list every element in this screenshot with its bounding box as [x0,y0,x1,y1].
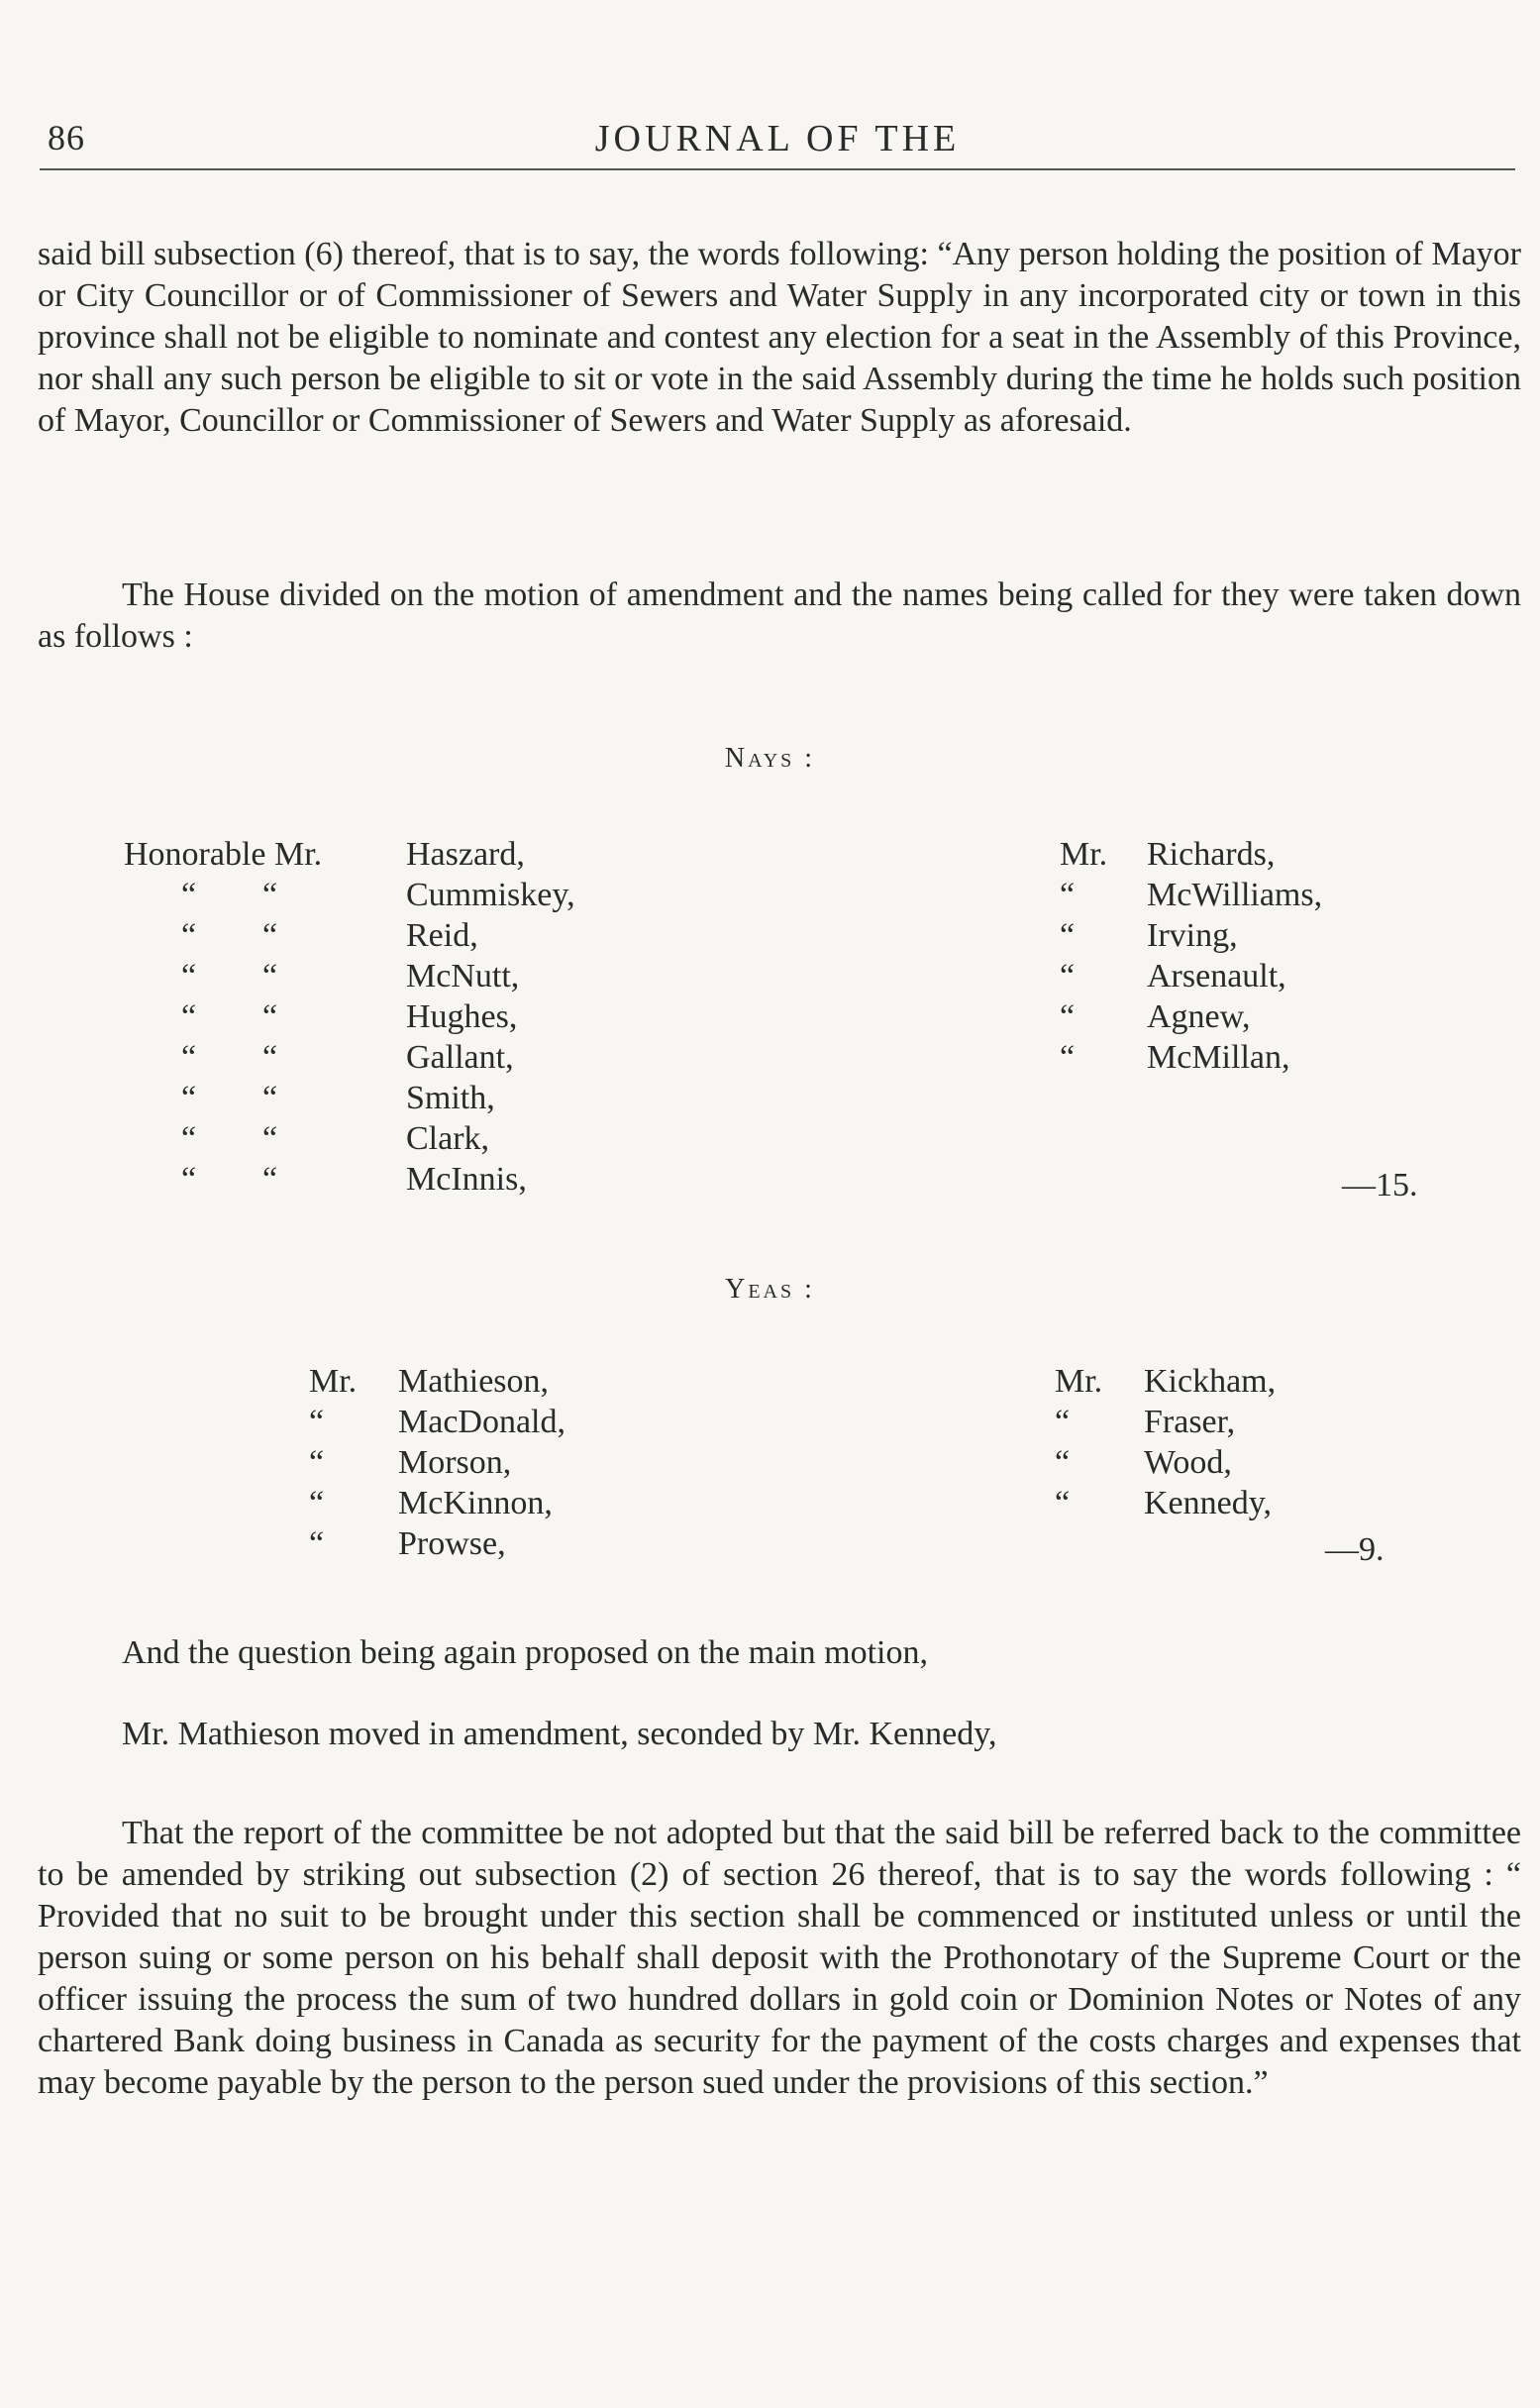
ditto-mark: “ [1060,958,1076,995]
list-item [309,1442,565,1483]
member-name: Richards, [1147,836,1276,873]
list-item [124,996,575,1037]
list-item [309,1402,565,1442]
member-title: Honorable Mr. [124,836,323,873]
member-name: Hughes, [406,998,518,1035]
list-item [1060,915,1322,956]
ditto-mark: “ [181,1039,197,1076]
list-item [309,1361,565,1402]
member-name: Cummiskey, [406,877,575,913]
member-name: Kennedy, [1144,1485,1273,1521]
ditto-mark: “ [309,1444,325,1481]
paragraph-main-motion: And the question being again proposed on the main motion, [122,1634,928,1671]
list-item [1060,834,1322,875]
member-name: McMillan, [1147,1039,1290,1076]
member-name: Smith, [406,1080,495,1116]
ditto-mark: “ [181,958,197,995]
member-name: McInnis, [406,1161,527,1198]
ditto-mark: “ [181,877,197,913]
list-item [1060,875,1322,915]
list-item [1055,1483,1276,1523]
yeas-left-list [309,1361,565,1564]
page-number: 86 [48,118,85,157]
ditto-mark: “ [181,1161,197,1198]
ditto-mark: “ [181,1120,197,1157]
member-name: Kickham, [1144,1363,1277,1400]
member-title: Mr. [309,1363,358,1400]
list-item [1060,956,1322,996]
ditto-mark: “ [1060,1039,1076,1076]
paragraph-amendment-text: said bill subsection (6) thereof, that is to say, the words following: “Any person holding the position of Mayor or City Councillor or of Commissioner of Sewers and Water Supply in any incorporated city or town in this province shall not be eligible to nominate and contest any election for a seat in the Assembly of this Province, nor shall any such person be eligible to sit or vote in the said Assembly during the time he holds such position of Mayor, Councillor or Commissioner of Sewers and Water Supply as aforesaid. [38,236,1521,439]
member-name: Irving, [1147,917,1238,954]
ditto-mark: “ [1060,877,1076,913]
member-name: Arsenault, [1147,958,1286,995]
paragraph-division: The House divided on the motion of amendment and the names being called for they were taken down as follows : [38,576,1521,655]
ditto-mark: “ [262,998,278,1035]
member-name: MacDonald, [398,1404,566,1440]
member-name: Morson, [398,1444,512,1481]
list-item [1055,1361,1276,1402]
ditto-mark: “ [1055,1444,1071,1481]
nays-heading: Nays : [724,743,816,774]
member-name: Agnew, [1147,998,1251,1035]
list-item [124,834,575,875]
list-item [124,1078,575,1118]
paragraph-second-amendment: Mr. Mathieson moved in amendment, seconded by Mr. Kennedy, [122,1716,997,1752]
member-name: Gallant, [406,1039,514,1076]
member-name: McKinnon, [398,1485,553,1521]
ditto-mark: “ [1055,1485,1071,1521]
list-item [124,1118,575,1159]
member-name: McNutt, [406,958,520,995]
ditto-mark: “ [262,1120,278,1157]
list-item [124,875,575,915]
ditto-mark: “ [262,1039,278,1076]
ditto-mark: “ [1060,917,1076,954]
member-title: Mr. [1055,1363,1103,1400]
ditto-mark: “ [309,1485,325,1521]
ditto-mark: “ [309,1404,325,1440]
member-name: Wood, [1144,1444,1232,1481]
ditto-mark: “ [181,1080,197,1116]
list-item [309,1523,565,1564]
ditto-mark: “ [181,917,197,954]
ditto-mark: “ [262,917,278,954]
member-name: Reid, [406,917,478,954]
ditto-mark: “ [181,998,197,1035]
ditto-mark: “ [262,1161,278,1198]
list-item [1055,1402,1276,1442]
list-item [124,1159,575,1200]
list-item [1060,996,1322,1037]
list-item [124,1037,575,1078]
ditto-mark: “ [1055,1404,1071,1440]
paragraph-amendment-resolution: That the report of the committee be not adopted but that the said bill be referred back to the committee to be amended by striking out subsection (2) of section 26 thereof, that is to say the words following : “ Provided that no suit to be brought under this section shall be commenced or instituted unless or until the person suing or some person on his behalf shall deposit with the Prothonotary of the Supreme Court or the officer issuing the process the sum of two hundred dollars in gold coin or Dominion Notes or Notes of any chartered Bank doing business in Canada as security for the payment of the costs charges and expenses that may become payable by the person to the person sued under the provisions of this section.” [38,1815,1521,2101]
yeas-total: —9. [1325,1531,1385,1568]
ditto-mark: “ [262,877,278,913]
list-item [309,1483,565,1523]
list-item [124,956,575,996]
nays-left-list [124,834,575,1200]
ditto-mark: “ [309,1525,325,1562]
member-name: Clark, [406,1120,490,1157]
running-title: JOURNAL OF THE [594,118,961,159]
ditto-mark: “ [262,958,278,995]
member-title: Mr. [1060,836,1108,873]
ditto-mark: “ [1060,998,1076,1035]
member-name: McWilliams, [1147,877,1323,913]
member-name: Prowse, [398,1525,506,1562]
yeas-heading: Yeas : [725,1274,815,1305]
nays-right-list [1060,834,1322,1078]
member-name: Fraser, [1144,1404,1236,1440]
ditto-mark: “ [262,1080,278,1116]
yeas-right-list [1055,1361,1276,1523]
list-item [124,915,575,956]
member-name: Haszard, [406,836,525,873]
page-header [40,109,1515,170]
list-item [1055,1442,1276,1483]
nays-total: —15. [1342,1167,1418,1204]
member-name: Mathieson, [398,1363,550,1400]
list-item [1060,1037,1322,1078]
